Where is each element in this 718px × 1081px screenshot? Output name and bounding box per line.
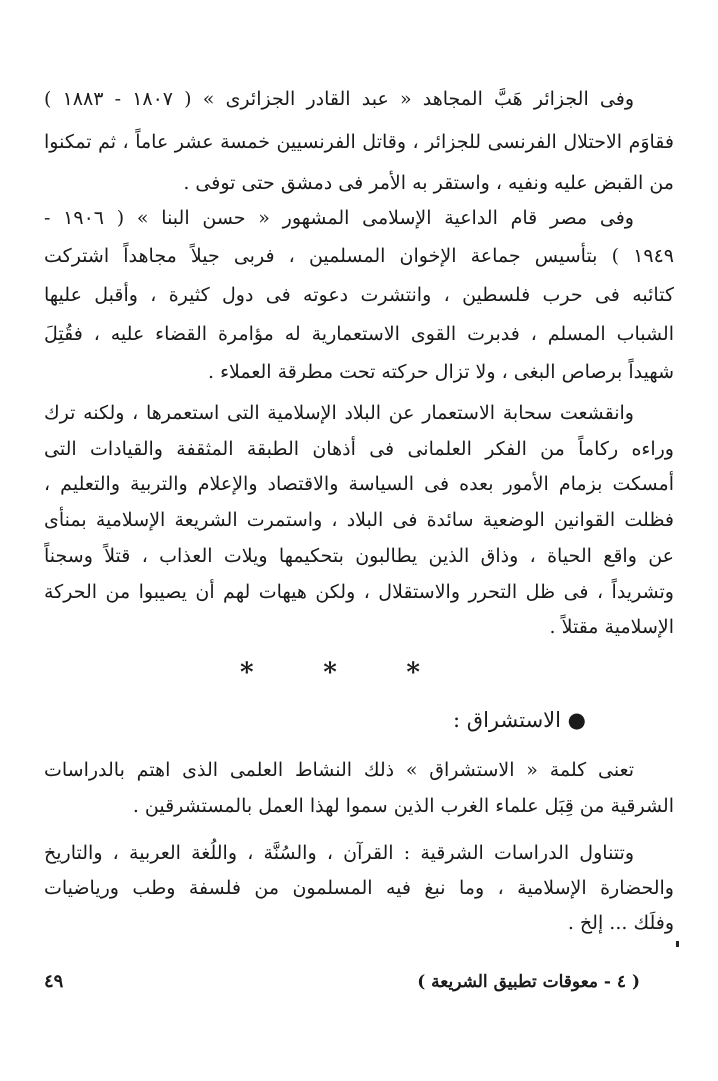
text-line: وفى الجزائر هَبَّ المجاهد « عبد القادر الجزائرى » ( ١٨٠٧ - ١٨٨٣ ) bbox=[44, 88, 635, 110]
separator-star: * bbox=[240, 658, 254, 688]
section-heading: ● الاستشراق : bbox=[453, 708, 586, 732]
separator-star: * bbox=[323, 658, 337, 688]
text-line: فقاوَم الاحتلال الفرنسى للجزائر ، وقاتل الفرنسيين خمسة عشر عاماً ، ثم تمكنوا bbox=[44, 131, 674, 153]
text-line: الإسلامية مقتلاً . bbox=[549, 616, 674, 638]
text-line: وتشريداً ، فى ظل التحرر والاستقلال ، ولكن هيهات لهم أن يصيبوا من الحركة bbox=[44, 581, 674, 603]
text-line: فظلت القوانين الوضعية سائدة فى البلاد ، واستمرت الشريعة الإسلامية بمنأى bbox=[44, 509, 674, 531]
text-line: من القبض عليه ونفيه ، واستقر به الأمر فى دمشق حتى توفى . bbox=[183, 172, 674, 194]
text-line: وفلَك ... إلخ . bbox=[567, 912, 674, 934]
text-line: الشرقية من قِبَل علماء الغرب الذين سموا لهذا العمل بالمستشرقين . bbox=[132, 795, 674, 817]
page-number: ٤٩ bbox=[44, 971, 64, 992]
text-line: أمسكت بزمام الأمور بعده فى السياسة والاقتصاد والإعلام والتربية والتعليم ، bbox=[44, 473, 674, 495]
separator-star: * bbox=[406, 658, 420, 688]
text-line: تعنى كلمة « الاستشراق » ذلك النشاط العلمى الذى اهتم بالدراسات bbox=[44, 759, 634, 781]
running-title: ( ٤ - معوقات تطبيق الشريعة ) bbox=[417, 972, 640, 992]
text-line: وانقشعت سحابة الاستعمار عن البلاد الإسلامية التى استعمرها ، ولكنه ترك bbox=[44, 402, 634, 424]
text-line: الشباب المسلم ، فدبرت القوى الاستعمارية له مؤامرة القضاء عليه ، فقُتِلَ bbox=[44, 323, 674, 345]
text-line: شهيداً برصاص البغى ، ولا تزال حركته تحت مطرقة العملاء . bbox=[208, 361, 674, 383]
text-line: والحضارة الإسلامية ، وما نبغ فيه المسلمون من فلسفة وطب ورياضيات bbox=[44, 877, 674, 899]
text-line: كتائبه فى حرب فلسطين ، وانتشرت دعوته فى دول كثيرة ، وأقبل عليها bbox=[44, 284, 674, 306]
text-line: وتتناول الدراسات الشرقية : القرآن ، والسُنَّة ، واللُغة العربية ، والتاريخ bbox=[44, 842, 634, 864]
text-line: عن واقع الحياة ، وذاق الذين يطالبون بتحكيمها ويلات العذاب ، قتلاً وسجناً bbox=[44, 545, 674, 567]
text-line: وراءه ركاماً من الفكر العلمانى فى أذهان الطبقة المثقفة والقيادات التى bbox=[44, 438, 674, 460]
section-separator bbox=[240, 658, 420, 688]
print-speck bbox=[676, 941, 679, 947]
text-line: وفى مصر قام الداعية الإسلامى المشهور « حسن البنا » ( ١٩٠٦ - bbox=[44, 207, 634, 229]
text-line: ١٩٤٩ ) بتأسيس جماعة الإخوان المسلمين ، فربى جيلاً مجاهداً اشتركت bbox=[44, 245, 674, 267]
